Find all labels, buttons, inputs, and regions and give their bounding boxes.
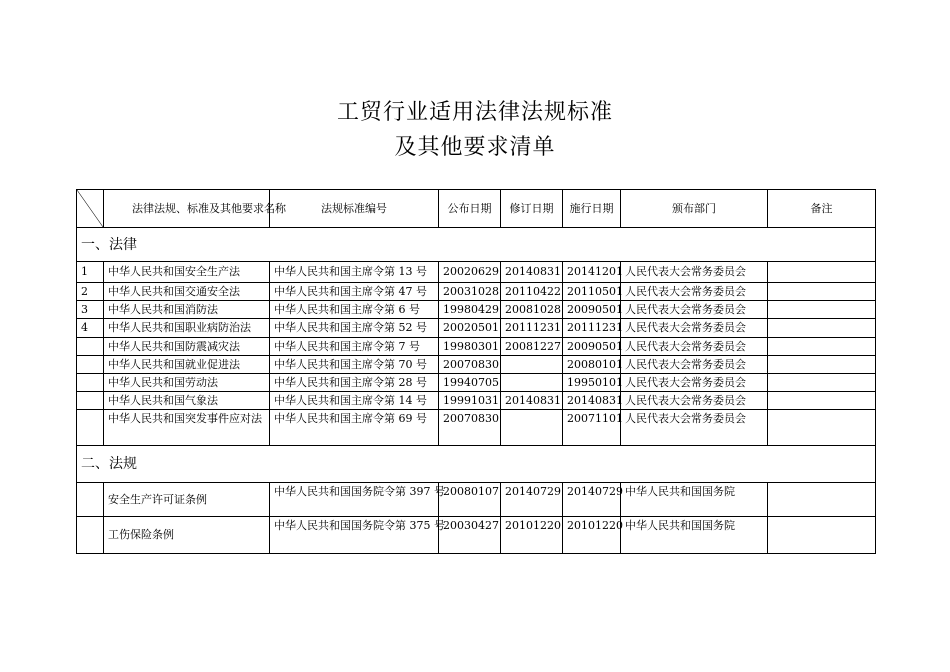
- row-effective-date: 20141201: [563, 262, 621, 283]
- row-revise-date: 20111231: [501, 319, 563, 338]
- row-effective-date: 20080101: [563, 356, 621, 374]
- header-name: 法律法规、标准及其他要求名称: [104, 190, 270, 228]
- row-issuer: 人民代表大会常务委员会: [621, 301, 768, 319]
- row-effective-date: 20110501: [563, 283, 621, 301]
- row-revise-date: 20140729: [501, 483, 563, 517]
- row-remark: [768, 483, 876, 517]
- row-publish-date: 19980429: [439, 301, 501, 319]
- row-remark: [768, 517, 876, 554]
- row-remark: [768, 301, 876, 319]
- row-name: 中华人民共和国防震减灾法: [104, 338, 270, 356]
- row-regulation-number: 中华人民共和国主席令第 6 号: [270, 301, 439, 319]
- row-regulation-number: 中华人民共和国国务院令第 375 号: [270, 517, 439, 554]
- row-publish-date: 20020629: [439, 262, 501, 283]
- table-row: [77, 483, 876, 517]
- row-revise-date: 20101220: [501, 517, 563, 554]
- row-name: 中华人民共和国劳动法: [104, 374, 270, 392]
- row-name: 中华人民共和国职业病防治法: [104, 319, 270, 338]
- row-effective-date: 19950101: [563, 374, 621, 392]
- row-revise-date: 20110422: [501, 283, 563, 301]
- document-title-line2: 及其他要求清单: [394, 135, 556, 160]
- row-publish-date: 20020501: [439, 319, 501, 338]
- row-revise-date: [501, 374, 563, 392]
- row-issuer: 人民代表大会常务委员会: [621, 319, 768, 338]
- row-remark: [768, 319, 876, 338]
- row-revise-date: [501, 356, 563, 374]
- row-remark: [768, 410, 876, 446]
- row-regulation-number: 中华人民共和国主席令第 70 号: [270, 356, 439, 374]
- section-row-regulations: [77, 446, 876, 483]
- row-remark: [768, 283, 876, 301]
- row-publish-date: 20070830: [439, 356, 501, 374]
- row-name: 中华人民共和国气象法: [104, 392, 270, 410]
- row-effective-date: 20140831: [563, 392, 621, 410]
- row-publish-date: 20080107: [439, 483, 501, 517]
- row-remark: [768, 392, 876, 410]
- row-number: 2: [77, 283, 104, 301]
- row-regulation-number: 中华人民共和国主席令第 7 号: [270, 338, 439, 356]
- table-header-row: [77, 190, 876, 228]
- table-row: [77, 283, 876, 301]
- table-row: [77, 374, 876, 392]
- row-regulation-number: 中华人民共和国主席令第 69 号: [270, 410, 439, 446]
- row-number: [77, 356, 104, 374]
- row-regulation-number: 中华人民共和国主席令第 47 号: [270, 283, 439, 301]
- row-regulation-number: 中华人民共和国主席令第 28 号: [270, 374, 439, 392]
- table-row: [77, 338, 876, 356]
- row-issuer: 人民代表大会常务委员会: [621, 392, 768, 410]
- row-regulation-number: 中华人民共和国国务院令第 397 号: [270, 483, 439, 517]
- row-publish-date: 19991031: [439, 392, 501, 410]
- row-regulation-number: 中华人民共和国主席令第 13 号: [270, 262, 439, 283]
- row-effective-date: 20101220: [563, 517, 621, 554]
- header-issuer: 颁布部门: [621, 190, 768, 228]
- row-remark: [768, 262, 876, 283]
- row-revise-date: 20140831: [501, 262, 563, 283]
- row-effective-date: 20090501: [563, 301, 621, 319]
- row-remark: [768, 338, 876, 356]
- row-issuer: 中华人民共和国国务院: [621, 483, 768, 517]
- row-number: [77, 410, 104, 446]
- row-number: 4: [77, 319, 104, 338]
- row-revise-date: [501, 410, 563, 446]
- document-title-line1: 工贸行业适用法律法规标准: [336, 100, 613, 125]
- row-number: [77, 338, 104, 356]
- row-issuer: 人民代表大会常务委员会: [621, 338, 768, 356]
- row-effective-date: 20111231: [563, 319, 621, 338]
- row-name: 中华人民共和国安全生产法: [104, 262, 270, 283]
- section-row-laws: [77, 228, 876, 262]
- row-revise-date: 20081028: [501, 301, 563, 319]
- row-name: 中华人民共和国突发事件应对法: [104, 410, 270, 446]
- row-revise-date: 20081227: [501, 338, 563, 356]
- row-remark: [768, 356, 876, 374]
- diagonal-header-cell: [77, 190, 104, 228]
- row-name: 工伤保险条例: [104, 517, 270, 554]
- row-regulation-number: 中华人民共和国主席令第 52 号: [270, 319, 439, 338]
- row-name: 中华人民共和国消防法: [104, 301, 270, 319]
- row-issuer: 中华人民共和国国务院: [621, 517, 768, 554]
- row-issuer: 人民代表大会常务委员会: [621, 262, 768, 283]
- table-row: [77, 356, 876, 374]
- header-remark: 备注: [768, 190, 876, 228]
- row-publish-date: 19940705: [439, 374, 501, 392]
- regulations-table: [76, 189, 876, 554]
- table-row: [77, 410, 876, 446]
- row-name: 安全生产许可证条例: [104, 483, 270, 517]
- row-number: 3: [77, 301, 104, 319]
- table-row: [77, 392, 876, 410]
- row-number: [77, 374, 104, 392]
- row-issuer: 人民代表大会常务委员会: [621, 374, 768, 392]
- table-row: [77, 301, 876, 319]
- table-row: [77, 319, 876, 338]
- row-name: 中华人民共和国就业促进法: [104, 356, 270, 374]
- row-number: [77, 517, 104, 554]
- header-effective-date: 施行日期: [563, 190, 621, 228]
- row-number: [77, 483, 104, 517]
- row-name: 中华人民共和国交通安全法: [104, 283, 270, 301]
- row-issuer: 人民代表大会常务委员会: [621, 356, 768, 374]
- section-title: 一、法律: [77, 228, 876, 262]
- row-effective-date: 20071101: [563, 410, 621, 446]
- row-publish-date: 20031028: [439, 283, 501, 301]
- row-effective-date: 20140729: [563, 483, 621, 517]
- row-publish-date: 19980301: [439, 338, 501, 356]
- row-publish-date: 20070830: [439, 410, 501, 446]
- row-number: 1: [77, 262, 104, 283]
- header-revise-date: 修订日期: [501, 190, 563, 228]
- row-effective-date: 20090501: [563, 338, 621, 356]
- header-publish-date: 公布日期: [439, 190, 501, 228]
- section-title: 二、法规: [77, 446, 876, 483]
- row-revise-date: 20140831: [501, 392, 563, 410]
- row-number: [77, 392, 104, 410]
- table-row: [77, 262, 876, 283]
- table-row: [77, 517, 876, 554]
- row-issuer: 人民代表大会常务委员会: [621, 283, 768, 301]
- header-number: 法规标准编号: [270, 190, 439, 228]
- row-remark: [768, 374, 876, 392]
- row-regulation-number: 中华人民共和国主席令第 14 号: [270, 392, 439, 410]
- row-publish-date: 20030427: [439, 517, 501, 554]
- row-issuer: 人民代表大会常务委员会: [621, 410, 768, 446]
